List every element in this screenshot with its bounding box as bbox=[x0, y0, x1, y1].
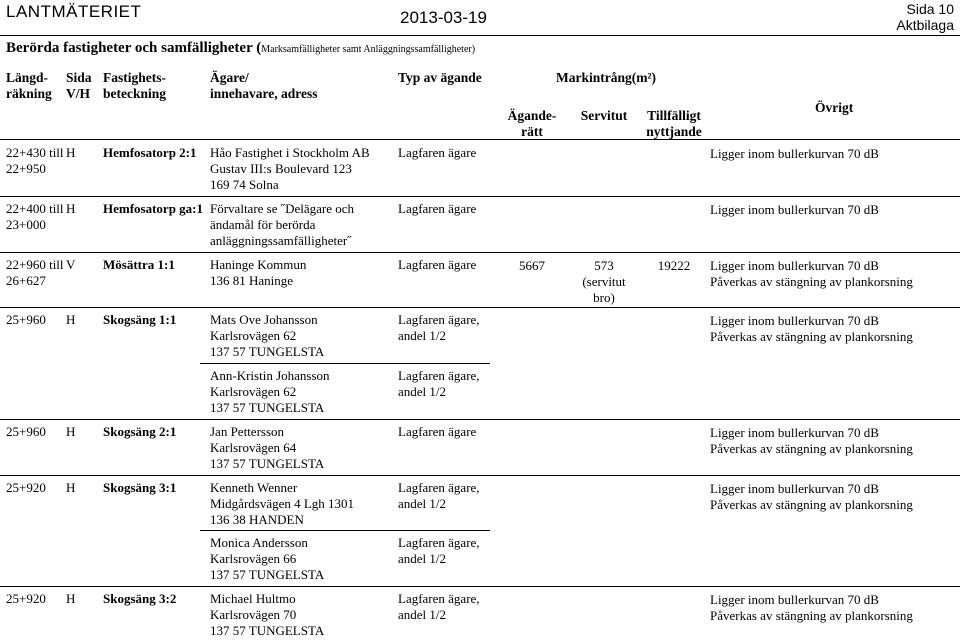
cell-line: Karlsrovägen 62 bbox=[210, 384, 297, 399]
cell-line: 25+960 bbox=[6, 424, 46, 439]
cell-line: Ligger inom bullerkurvan 70 dB bbox=[710, 258, 879, 273]
header-rule bbox=[0, 35, 960, 36]
cell-line: 137 57 TUNGELSTA bbox=[210, 400, 325, 415]
row-divider bbox=[200, 363, 490, 364]
row-divider bbox=[0, 252, 960, 253]
cell-line: Ligger inom bullerkurvan 70 dB bbox=[710, 313, 879, 328]
cell-line: Lagfaren ägare, bbox=[398, 312, 480, 327]
page-info bbox=[896, 1, 954, 33]
row-3-agare bbox=[210, 312, 324, 360]
cell-line: Lagfaren ägare, bbox=[398, 535, 480, 550]
document-date: 2013-03-19 bbox=[400, 8, 487, 27]
col-header-tillfalligt: Tillfälligt nyttjande bbox=[646, 108, 702, 139]
row-5-typ bbox=[398, 424, 476, 440]
row-divider bbox=[0, 307, 960, 308]
row-7-agare bbox=[210, 535, 324, 583]
cell-line: andel 1/2 bbox=[398, 496, 447, 511]
col-header-sida: Sida V/H bbox=[66, 70, 92, 101]
cell-line: 25+960 bbox=[6, 312, 46, 327]
cell-line: Förvaltare se ˝Delägare och bbox=[210, 201, 355, 216]
row-0-ovrigt bbox=[710, 146, 879, 162]
row-0-typ bbox=[398, 145, 476, 161]
row-divider bbox=[0, 586, 960, 587]
cell-line: 137 57 TUNGELSTA bbox=[210, 456, 325, 471]
cell-line: Michael Hultmo bbox=[210, 591, 296, 606]
row-2-typ bbox=[398, 257, 476, 273]
row-1-agare bbox=[210, 201, 354, 249]
cell-line: Jan Pettersson bbox=[210, 424, 285, 439]
cell-line: andel 1/2 bbox=[398, 328, 447, 343]
col-header-servitut: Servitut bbox=[580, 108, 628, 123]
col-header-fastighet: Fastighets- beteckning bbox=[103, 70, 167, 101]
page-number: Sida 10 bbox=[906, 1, 954, 17]
cell-line: 136 38 HANDEN bbox=[210, 512, 304, 527]
row-8-sida: H bbox=[66, 591, 76, 606]
col-header-aganderatt: Ägande- rätt bbox=[507, 108, 557, 139]
cell-line: 22+400 till bbox=[6, 201, 64, 216]
cell-line: bro) bbox=[593, 290, 615, 305]
row-3-fastighet: Skogsäng 1:1 bbox=[103, 312, 177, 327]
row-2-serv bbox=[570, 258, 638, 306]
row-6-agare bbox=[210, 480, 354, 528]
cell-line: anläggningssamfälligheter˝ bbox=[210, 233, 352, 248]
row-2-ovrigt bbox=[710, 258, 913, 290]
cell-line: 22+960 till bbox=[6, 257, 64, 272]
cell-line: 25+920 bbox=[6, 591, 46, 606]
row-6-fastighet: Skogsäng 3:1 bbox=[103, 480, 177, 495]
cell-line: 137 57 TUNGELSTA bbox=[210, 567, 325, 582]
row-6-langd bbox=[6, 480, 46, 496]
row-8-langd bbox=[6, 591, 46, 607]
row-5-agare bbox=[210, 424, 324, 472]
cell-line: Lagfaren ägare bbox=[398, 145, 477, 160]
cell-line: Påverkas av stängning av plankorsning bbox=[710, 441, 913, 456]
cell-line: Lagfaren ägare, bbox=[398, 591, 480, 606]
row-4-typ bbox=[398, 368, 480, 400]
cell-line: Karlsrovägen 70 bbox=[210, 607, 297, 622]
row-6-sida: H bbox=[66, 480, 76, 495]
col-header-typ: Typ av ägande bbox=[398, 70, 482, 85]
cell-line: Mats Ove Johansson bbox=[210, 312, 318, 327]
cell-line: Påverkas av stängning av plankorsning bbox=[710, 608, 913, 623]
row-8-ovrigt bbox=[710, 592, 913, 624]
cell-line: Lagfaren ägare bbox=[398, 424, 477, 439]
cell-line: Ligger inom bullerkurvan 70 dB bbox=[710, 202, 879, 217]
cell-line: Karlsrovägen 62 bbox=[210, 328, 297, 343]
brand-name: LANTMÄTERIET bbox=[6, 2, 142, 21]
row-8-fastighet: Skogsäng 3:2 bbox=[103, 591, 177, 606]
cell-line: Monica Andersson bbox=[210, 535, 308, 550]
cell-line: Håo Fastighet i Stockholm AB bbox=[210, 145, 370, 160]
cell-line: andel 1/2 bbox=[398, 384, 447, 399]
page-header bbox=[0, 0, 960, 34]
row-0-fastighet: Hemfosatorp 2:1 bbox=[103, 145, 197, 160]
row-0-sida: H bbox=[66, 145, 76, 160]
row-divider bbox=[200, 530, 490, 531]
row-5-ovrigt bbox=[710, 425, 913, 457]
cell-line: Haninge Kommun bbox=[210, 257, 307, 272]
cell-line: Ann-Kristin Johansson bbox=[210, 368, 330, 383]
cell-line: 136 81 Haninge bbox=[210, 273, 294, 288]
cell-line: Karlsrovägen 64 bbox=[210, 440, 297, 455]
row-2-ag: 5667 bbox=[519, 258, 545, 273]
cell-line: 26+627 bbox=[6, 273, 46, 288]
cell-line: ändamål för berörda bbox=[210, 217, 316, 232]
row-3-sida: H bbox=[66, 312, 76, 327]
cell-line: 23+000 bbox=[6, 217, 46, 232]
cell-line: 25+920 bbox=[6, 480, 46, 495]
cell-line: Karlsrovägen 66 bbox=[210, 551, 297, 566]
cell-line: Påverkas av stängning av plankorsning bbox=[710, 274, 913, 289]
cell-line: Ligger inom bullerkurvan 70 dB bbox=[710, 146, 879, 161]
row-5-fastighet: Skogsäng 2:1 bbox=[103, 424, 177, 439]
row-4-agare bbox=[210, 368, 330, 416]
col-header-agare: Ägare/ innehavare, adress bbox=[210, 70, 318, 101]
row-2-fastighet: Mösättra 1:1 bbox=[103, 257, 175, 272]
cell-line: Kenneth Wenner bbox=[210, 480, 298, 495]
row-0-agare bbox=[210, 145, 370, 193]
cell-line: Ligger inom bullerkurvan 70 dB bbox=[710, 481, 879, 496]
row-3-typ bbox=[398, 312, 480, 344]
cell-line: Lagfaren ägare bbox=[398, 201, 477, 216]
row-2-sida: V bbox=[66, 257, 76, 272]
row-0-langd bbox=[6, 145, 64, 177]
cell-line: 137 57 TUNGELSTA bbox=[210, 623, 325, 638]
cell-line: Ligger inom bullerkurvan 70 dB bbox=[710, 592, 879, 607]
row-2-till: 19222 bbox=[657, 258, 691, 273]
col-header-markintrang: Markintrång(m²) bbox=[556, 70, 657, 85]
cell-line: 22+430 till bbox=[6, 145, 64, 160]
cell-line: andel 1/2 bbox=[398, 607, 447, 622]
cell-line: Påverkas av stängning av plankorsning bbox=[710, 329, 913, 344]
cell-line: 573 bbox=[594, 258, 614, 273]
row-5-sida: H bbox=[66, 424, 76, 439]
row-3-ovrigt bbox=[710, 313, 913, 345]
row-6-ovrigt bbox=[710, 481, 913, 513]
col-header-ovrigt: Övrigt bbox=[815, 100, 854, 115]
cell-line: 22+950 bbox=[6, 161, 46, 176]
cell-line: Lagfaren ägare, bbox=[398, 480, 480, 495]
page-title bbox=[6, 40, 475, 57]
row-1-langd bbox=[6, 201, 64, 233]
cell-line: Lagfaren ägare, bbox=[398, 368, 480, 383]
row-divider bbox=[0, 475, 960, 476]
cell-line: andel 1/2 bbox=[398, 551, 447, 566]
appendix-label: Aktbilaga bbox=[896, 17, 954, 33]
row-divider bbox=[0, 196, 960, 197]
row-2-langd bbox=[6, 257, 64, 289]
title-sub: Marksamfälligheter samt Anläggningssamfälligheter) bbox=[261, 44, 476, 55]
cell-line: Lagfaren ägare bbox=[398, 257, 477, 272]
row-7-typ bbox=[398, 535, 480, 567]
row-3-langd bbox=[6, 312, 46, 328]
row-1-sida: H bbox=[66, 201, 76, 216]
cell-line: (servitut bbox=[582, 274, 626, 289]
title-main: Berörda fastigheter och samfälligheter ( bbox=[6, 40, 262, 56]
row-2-agare bbox=[210, 257, 306, 289]
cell-line: Påverkas av stängning av plankorsning bbox=[710, 497, 913, 512]
row-1-fastighet: Hemfosatorp ga:1 bbox=[103, 201, 204, 216]
cell-line: Midgårdsvägen 4 Lgh 1301 bbox=[210, 496, 355, 511]
row-divider bbox=[0, 419, 960, 420]
col-header-langd: Längd- räkning bbox=[6, 70, 52, 101]
row-5-langd bbox=[6, 424, 46, 440]
row-1-typ bbox=[398, 201, 476, 217]
cell-line: Ligger inom bullerkurvan 70 dB bbox=[710, 425, 879, 440]
cell-line: 169 74 Solna bbox=[210, 177, 279, 192]
cell-line: 137 57 TUNGELSTA bbox=[210, 344, 325, 359]
cell-line: Gustav III:s Boulevard 123 bbox=[210, 161, 352, 176]
row-6-typ bbox=[398, 480, 480, 512]
row-8-agare bbox=[210, 591, 324, 639]
row-1-ovrigt bbox=[710, 202, 879, 218]
row-8-typ bbox=[398, 591, 480, 623]
table-header-rule bbox=[0, 139, 960, 140]
